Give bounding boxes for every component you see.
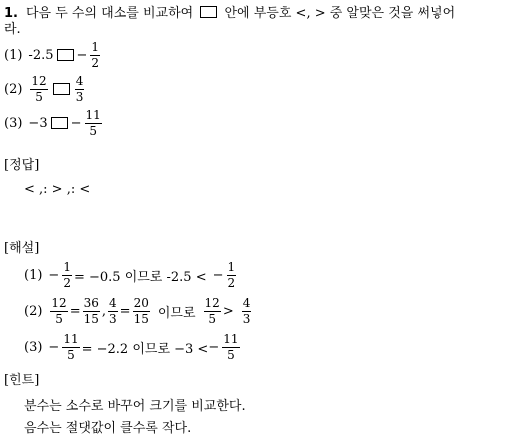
fraction-denominator: 5	[227, 347, 235, 362]
item-right-sign: −	[70, 115, 82, 131]
fraction-numerator: 11	[85, 107, 101, 122]
solution-text: 이므로	[157, 305, 196, 321]
question-item-2	[4, 72, 86, 106]
fraction-denominator: 3	[75, 89, 84, 104]
fraction-numerator: 20	[133, 295, 149, 310]
question-text-after-box: 안에 부등호 <, > 중 알맞은 것을 써넣어	[224, 6, 456, 21]
fraction-numerator: 36	[83, 295, 99, 310]
fraction	[75, 75, 85, 104]
item-right-sign: −	[76, 47, 88, 63]
fraction-numerator: 1	[227, 259, 236, 274]
equals: =	[69, 303, 81, 319]
fraction-numerator: 12	[204, 295, 220, 310]
fraction-numerator: 4	[75, 73, 84, 88]
fraction	[50, 297, 67, 326]
fraction-numerator: 11	[223, 331, 239, 346]
comma: ,	[101, 303, 107, 319]
fraction-numerator: 4	[109, 295, 117, 310]
answer-box-placeholder	[200, 6, 217, 18]
fraction	[62, 261, 72, 290]
fraction-numerator: 12	[51, 295, 67, 310]
item-label: (1)	[24, 267, 43, 283]
sign: −	[208, 339, 220, 355]
sign: −	[48, 339, 60, 355]
question-text-line2: 라.	[4, 22, 21, 37]
solution-line-3	[24, 329, 242, 365]
question-number: 1.	[4, 6, 18, 21]
item-label: (3)	[24, 339, 43, 355]
question-text-before-box: 다음 두 수의 대소를 비교하여	[25, 6, 194, 21]
hint-line-2: 음수는 절댓값이 클수록 작다.	[24, 421, 192, 436]
sign: −	[212, 267, 224, 283]
question-item-3	[4, 106, 104, 140]
solution-line-2	[24, 293, 253, 329]
fraction-denominator: 2	[227, 275, 236, 290]
answer-box[interactable]	[53, 83, 70, 95]
fraction	[85, 109, 102, 138]
solution-text: = −0.5 이므로 -2.5 <	[73, 269, 207, 285]
fraction-denominator: 5	[55, 311, 63, 326]
solution-heading: [해설]	[4, 241, 40, 256]
fraction-denominator: 5	[35, 89, 43, 104]
fraction-denominator: 5	[89, 123, 97, 138]
fraction	[242, 297, 252, 326]
fraction-denominator: 5	[208, 311, 216, 326]
fraction	[204, 297, 221, 326]
fraction-denominator: 2	[63, 275, 71, 290]
answer-heading: [정답]	[4, 158, 40, 173]
fraction-denominator: 3	[109, 311, 117, 326]
answer-text: < ,: > ,: <	[24, 182, 91, 197]
item-left-value: -2.5	[28, 47, 54, 63]
fraction-denominator: 3	[242, 311, 251, 326]
answer-box[interactable]	[51, 117, 68, 129]
fraction	[62, 333, 79, 362]
hint-heading: [힌트]	[4, 373, 40, 388]
fraction-numerator: 12	[31, 73, 47, 88]
fraction-numerator: 11	[63, 331, 79, 346]
item-label: (2)	[24, 303, 43, 319]
equals: =	[119, 303, 131, 319]
hint-line-1: 분수는 소수로 바꾸어 크기를 비교한다.	[24, 399, 246, 414]
fraction-denominator: 2	[91, 55, 100, 70]
question-line-1	[4, 6, 455, 22]
sign: −	[48, 267, 60, 283]
solution-line-1	[24, 257, 238, 293]
fraction	[133, 297, 150, 326]
fraction	[227, 261, 237, 290]
fraction	[83, 297, 100, 326]
fraction	[30, 75, 47, 104]
fraction	[90, 41, 100, 70]
fraction-numerator: 1	[91, 39, 100, 54]
solution-text: = −2.2 이므로 −3 <	[81, 341, 209, 357]
item-left-value: −3	[28, 115, 48, 131]
answer-box[interactable]	[57, 49, 74, 61]
item-label: (1)	[4, 47, 23, 63]
item-label: (3)	[4, 115, 23, 131]
question-line-2	[4, 22, 21, 38]
fraction-denominator: 5	[67, 347, 75, 362]
fraction-denominator: 15	[133, 311, 149, 326]
fraction-numerator: 4	[242, 295, 251, 310]
greater-than: >	[222, 303, 234, 319]
item-label: (2)	[4, 81, 23, 97]
fraction	[108, 297, 118, 326]
fraction-denominator: 15	[83, 311, 99, 326]
fraction-numerator: 1	[63, 259, 71, 274]
fraction	[222, 333, 239, 362]
question-item-1	[4, 38, 102, 72]
